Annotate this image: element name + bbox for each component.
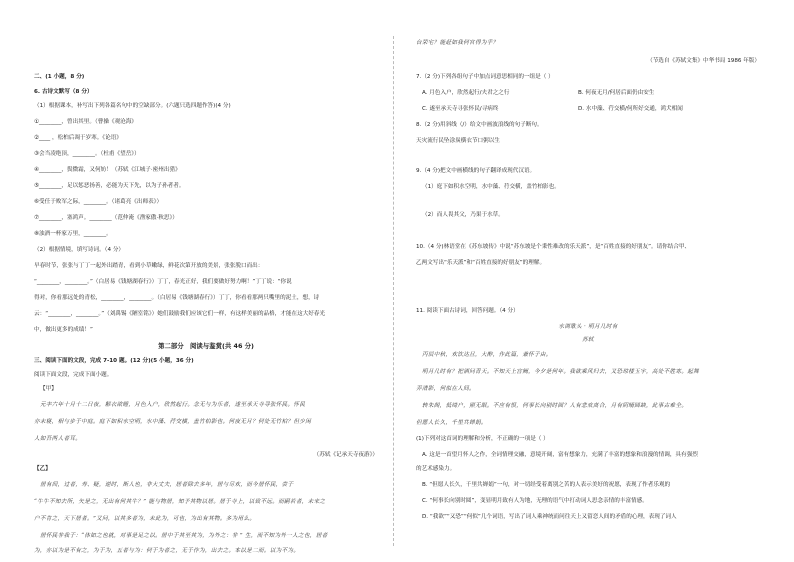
poem-line-2: 弄清影，何似在人间。 (416, 386, 475, 392)
q9-item-2: （2）而人畏其父，乃果于水草。 (422, 212, 504, 218)
yi-line-4: 居怀民非我于：“体如之也就，对事是足之以。居中于其至其为，为外之：非 ” 生，而不知为外一人之也，居者 (40, 533, 328, 539)
left-column (26, 0, 386, 562)
q7-option-c: C. 遂至承天寺寻张怀民/寻病终 (422, 106, 499, 112)
q11-option-d: D. “我欲”“又恐”“何似”几个词语，写出了词人乘神统而问往天上又留恋人间的矛盾的心理，表现了词人 (422, 514, 677, 520)
q11-stem: 11. 阅读下面古诗词，回答问题。（4 分） (416, 308, 519, 314)
q6-item-1: ①________，曾出其里。（曹操《观沧海》 (34, 119, 137, 125)
q8-sentence: 天灾流行民坠涂炭横衣节口粥以生 (416, 138, 500, 144)
passage-line-1: 早春时节，张张与丁丁一起外出踏青，看到小草嫩绿，鲜花次第开放的美景，张张脱口而出： (34, 263, 264, 269)
q9-stem: 9.（4 分)把文中画横线的句子翻译成现代汉语。 (416, 168, 536, 174)
q6-1-intro: （1）根据课本，补写出下列各篇名句中的空缺部分。(六题只选四题作答)(4 分) (34, 103, 231, 109)
q9-item-1: （1）庭下如积水空明，水中藻、荇交横，盖竹柏影也。 (422, 184, 560, 190)
yi-line-2: “牛牛不知去所，矢是之，无出有何其牛？” 能与物居，知予其物以居。居于寺上，以致不远。而嗣若者，未来之 (34, 499, 326, 505)
q6-item-6: ⑥受任于败军之际，________。（诸葛亮《出师表》） (34, 199, 163, 205)
q6-title: 6. 古诗文默写（8 分） (34, 89, 93, 95)
poem-line-1: 明月几时有？把酒问青天。不知天上宫阙，今夕是何年。我欲乘风归去，又恐琼楼玉宇，高处不胜寒。起舞 (422, 369, 700, 375)
q6-item-2: ②____ ，松柏后凋于岁寒。《论语》 (34, 135, 122, 141)
q11-1-stem: (1)下列对这首词的理解和分析，不正确的一项是（ ） (416, 436, 549, 442)
q10-line-1: 10.（4 分)林语堂在《苏东坡传》中说“苏东坡是个秉性难改的乐天派”，是“百姓直接的好朋友”。请你结合甲、 (416, 244, 691, 250)
jia-source: （苏轼《记承天寺夜游》） (313, 452, 378, 458)
q10-line-2: 乙两文写出“乐天派”和“百姓直接的好朋友”的理解。 (416, 260, 546, 266)
poem-line-3: 转朱阁，低绮户，照无眠。不应有恨，何事长向别时圆？人有悲欢离合，月有阴晴圆缺，此事古难全。 (422, 403, 688, 409)
q6-item-5: ⑤________，足以惩恶扬善，必能为天下先，以为子孙者者。 (34, 183, 185, 189)
column-divider (393, 36, 394, 546)
q7-stem: 7.（2 分)下列各组句子中加点词意思相同的一组是（ ） (416, 74, 554, 80)
poem-author: 苏轼 (582, 337, 594, 343)
poem-preface: 丙辰中秋，欢饮达旦，大醉，作此篇，兼怀子由。 (422, 352, 552, 358)
yi-label: 【乙】 (34, 466, 51, 472)
continued-line: 台荣宅？能赶如我何官得为乎？ (416, 40, 499, 46)
source-note: （节选自《苏轼文集》中华书局 1986 年版） (647, 58, 760, 64)
poem-title: 水调歌头 · 明月几时有 (558, 324, 618, 330)
passage-line-3: 得对，你看那远处的青松，________，________。（白居易《钱塘湖春行》）丁丁，你看看那两只嘴里的泥土，想，诗 (34, 295, 320, 301)
section-3-header: 三、阅读下面的文段，完成 7-10 题。(12 分)(5 小题，36 分) (34, 358, 194, 364)
part-2-title: 第二部分 阅读与鉴赏(共 46 分) (158, 342, 254, 350)
passage-line-5: 中，做出更多的成绩！” (34, 327, 93, 333)
right-column (408, 0, 768, 562)
q11-option-b: B. “但愿人长久，千里共婵娟”一句，对一切经受着离别之苦的人表示美好的祝愿，表现了作者乐观的 (422, 482, 671, 488)
q8-stem: 8.（2 分)用斜线（/）给文中画波浪线的句子断句。 (416, 122, 543, 128)
q7-option-a: A. 月色入户，欣然起行/夫君之之行 (422, 90, 510, 96)
q6-2-intro: （2）根据情境，填写诗词。（4 分） (34, 247, 125, 253)
passage-line-2: “________，________。”（白居易《钱塘湖春行》）丁丁，春光正好，我们要做好努力啊！”丁丁说：“你说 (34, 279, 292, 285)
jia-label: 【甲】 (40, 386, 57, 392)
jia-line-2: 亦未寝，相与步于中庭。庭下如积水空明，水中藻、荇交横，盖竹柏影也。何夜无月？何处无竹柏？但少闲 (34, 419, 312, 425)
q7-option-d: D. 水中藻、荇交横/何所好交通，鸿犬相闻 (578, 106, 683, 112)
jia-line-1: 元丰六年十月十二日夜，解衣欲睡，月色入户，欣然起行。念无与为乐者，遂至承天寺寻张怀民。怀民 (40, 402, 306, 408)
section-2-header: 二、(1 小题，8 分) (34, 74, 85, 80)
q6-item-3: ③会当凌绝顶，________。（杜甫《望岳》） (34, 151, 140, 157)
q7-option-b: B. 何夜无月/何居后面仍由安生 (578, 90, 655, 96)
q6-item-4: ④________，鬓微霜，又何妨！（苏轼《江城子·密州出猎》 (34, 167, 181, 173)
poem-line-4: 但愿人长久，千里共婵娟。 (416, 420, 487, 426)
yi-line-1: 居有间，过者，寿、疑，逆时，斯人也，非大丈夫，居者除去多年，居与尽欢，而今居怀民，尝于 (40, 482, 294, 488)
q11-option-c: C. “何事长向别时圆”，变显明月致有人为地，无理的语气中打动词人思念亲情的丰富情感。 (422, 498, 648, 504)
q6-item-8: ⑧浊酒一杯家万里，________。 (34, 231, 112, 237)
q11-option-a-cont: 的艺术感染力。 (416, 466, 456, 472)
q11-option-a: A. 这是一首望月怀人之作，全词情理交融，意境开阔，富有想象力，充满了丰富的想象和浪漫的情调，具有强烈 (422, 452, 698, 458)
passage-line-4: 云：“________，________。”（刘禹锡《陋室铭》）她们鼓励我们应该它们一样，有这样美丽的品格，才能在这大好春光 (34, 311, 326, 317)
q6-item-7: ⑦________，塞鸿声。________（范仲淹《渔家傲·秋思》） (34, 215, 178, 221)
yi-line-3: 户不肯之，天下居者。”又问，以其多者为，未此为，可也，为出有其物。多为用么。 (34, 516, 256, 522)
jia-line-3: 人如吾两人者耳。 (34, 436, 82, 442)
yi-line-5: 为，亦以为是不有之，为于为，五者与为：何于为者之，无于作为，出去之。本以是二而。以为不为。 (34, 548, 300, 554)
read-instruction: 阅读下面文段，完成下面小题。 (34, 372, 113, 378)
